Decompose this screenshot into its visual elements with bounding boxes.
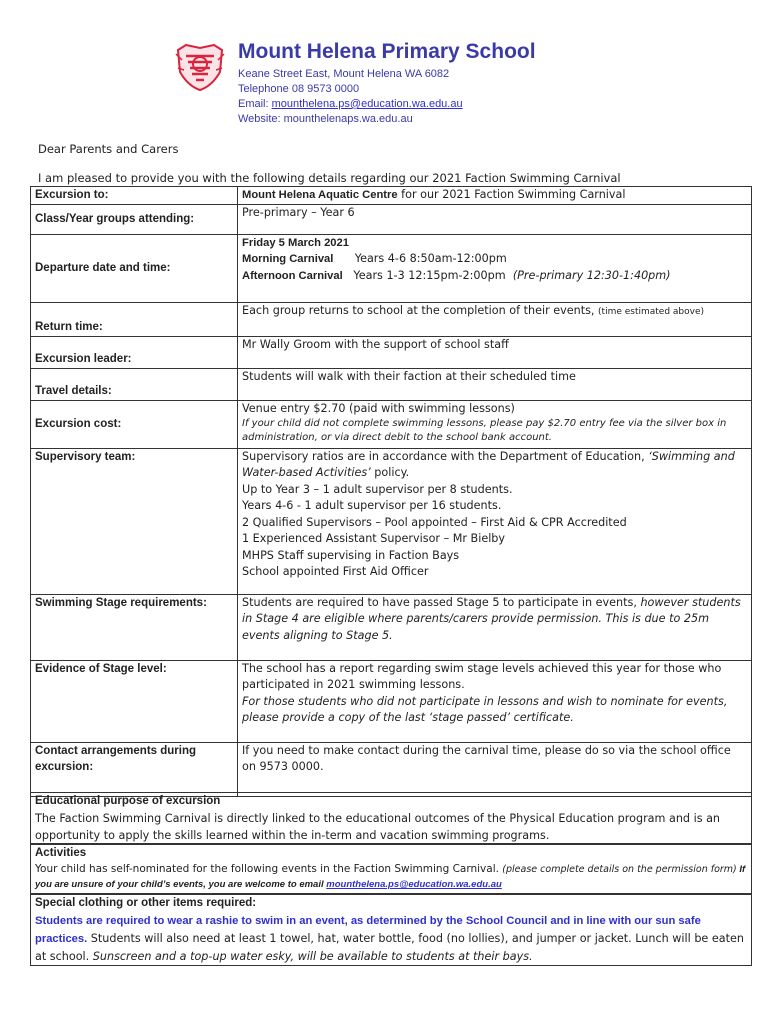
afternoon-note: (Pre-primary 12:30-1:40pm) (512, 268, 671, 282)
clothing-rashie-rule: Students are required to wear a rashie to swim in an event, as determined by the School Council and in line with our sun safe practices. (35, 915, 701, 945)
cost-value: Venue entry $2.70 (paid with swimming lessons) (242, 401, 515, 415)
value-stage-requirements (238, 594, 752, 660)
supervisory-item: Years 4-6 - 1 adult supervisor per 16 students. (242, 499, 502, 512)
supervisory-item: MHPS Staff supervising in Faction Bays (242, 548, 460, 562)
value-supervisory (238, 448, 752, 594)
value-excursion (238, 187, 752, 205)
clothing-text (35, 912, 747, 965)
row-travel (31, 368, 752, 400)
value-departure (238, 234, 752, 302)
intro-text: I am pleased to provide you with the following details regarding our 2021 Faction Swimming Carnival (38, 171, 621, 185)
stage-req-text: Students are required to have passed Stage 5 to participate in events, (242, 595, 641, 609)
activities-note: (please complete details on the permission form) (502, 864, 737, 875)
activities-title: Activities (35, 847, 87, 859)
supervisory-policy (242, 449, 747, 482)
email-label: Email: (238, 98, 272, 110)
value-class: Pre-primary – Year 6 (238, 204, 752, 234)
label-return: Return time: (31, 302, 238, 336)
school-telephone: Telephone 08 9573 0000 (238, 83, 360, 95)
row-departure (31, 234, 752, 302)
row-leader (31, 336, 752, 368)
row-class (31, 204, 752, 234)
row-evidence (31, 660, 752, 742)
venue-name: Mount Helena Aquatic Centre (242, 189, 398, 201)
row-contact (31, 742, 752, 796)
value-cost (238, 400, 752, 448)
school-email-line (238, 98, 463, 110)
clothing-title: Special clothing or other items required: (35, 897, 257, 909)
supervisory-item: 1 Experienced Assistant Supervisor – Mr Bielby (242, 532, 506, 545)
activities-body: Your child has self-nominated for the following events in the Faction Swimming Carnival. (35, 863, 503, 875)
clothing-body: Students will also need at least 1 towel, hat, water bottle, food (no lollies), and jumper or jacket. Lunch will be eaten at school. (35, 932, 744, 963)
row-excursion (31, 187, 752, 205)
cost-note: If your child did not complete swimming lessons, please pay $2.70 entry fee via the silver box in administration, or via direct debit to the school bank account. (242, 418, 727, 443)
policy-end: policy. (370, 466, 410, 479)
value-evidence (238, 660, 752, 742)
morning-value: Years 4-6 8:50am-12:00pm (354, 252, 507, 265)
row-cost (31, 400, 752, 448)
afternoon-value: Years 1-3 12:15pm-2:00pm (353, 268, 506, 282)
value-travel: Students will walk with their faction at their scheduled time (238, 368, 752, 400)
label-excursion: Excursion to: (31, 187, 238, 205)
activities-email-link[interactable]: mounthelena.ps@education.wa.edu.au (326, 879, 502, 890)
afternoon-label: Afternoon Carnival (242, 269, 343, 282)
label-travel: Travel details: (31, 368, 238, 400)
clothing-section (30, 894, 752, 966)
clothing-italic: Sunscreen and a top-up water esky, will be available to students at their bays. (92, 950, 533, 963)
activities-bold-note: If you are unsure of your child’s events, you are welcome to email (35, 864, 746, 890)
activities-text (35, 862, 747, 892)
row-supervisory (31, 448, 752, 594)
label-stage-requirements: Swimming Stage requirements: (31, 594, 238, 660)
educational-purpose-section (30, 792, 752, 844)
activities-section (30, 844, 752, 894)
stage-req-italic: however students in Stage 4 are eligible where parents/carers provide permission. This is due to 25m events aligning to Stage 5. (242, 595, 741, 642)
venue-rest: for our 2021 Faction Swimming Carnival (397, 188, 626, 201)
morning-label: Morning Carnival (242, 253, 334, 265)
label-class: Class/Year groups attending: (31, 204, 238, 234)
policy-text: Supervisory ratios are in accordance with the Department of Education, (242, 449, 649, 463)
value-leader: Mr Wally Groom with the support of school staff (238, 336, 752, 368)
school-email-link[interactable]: mounthelena.ps@education.wa.edu.au (271, 98, 463, 110)
excursion-details-table (30, 186, 752, 797)
school-address: Keane Street East, Mount Helena WA 6082 (238, 68, 450, 80)
label-departure: Departure date and time: (31, 234, 238, 302)
supervisory-item: 2 Qualified Supervisors – Pool appointed – First Aid & CPR Accredited (242, 515, 627, 529)
afternoon-line (242, 268, 747, 285)
salutation: Dear Parents and Carers (38, 142, 179, 156)
label-contact: Contact arrangements during excursion: (31, 742, 238, 796)
row-return (31, 302, 752, 336)
return-note: (time estimated above) (598, 306, 705, 317)
row-stage-requirements (31, 594, 752, 660)
educational-text: The Faction Swimming Carnival is directly linked to the educational outcomes of the Physical Education program and is an opportunity to apply the skills learned within the in-term and vacation swimming programs. (35, 812, 721, 842)
label-supervisory: Supervisory team: (31, 448, 238, 594)
supervisory-item: School appointed First Aid Officer (242, 565, 429, 578)
morning-line (242, 251, 747, 268)
departure-date: Friday 5 March 2021 (242, 236, 349, 249)
evidence-text: The school has a report regarding swim stage levels achieved this year for those who participated in 2021 swimming lessons. (242, 661, 722, 691)
value-contact: If you need to make contact during the carnival time, please do so via the school office on 9573 0000. (238, 742, 752, 796)
educational-title: Educational purpose of excursion (35, 795, 221, 807)
label-cost: Excursion cost: (31, 400, 238, 448)
return-value: Each group returns to school at the completion of their events, (242, 303, 599, 317)
evidence-italic: For those students who did not participate in lessons and wish to nominate for events, please provide a copy of the last ‘stage passed’ certificate. (242, 694, 728, 724)
value-return (238, 302, 752, 336)
school-website: Website: mounthelenaps.wa.edu.au (238, 113, 413, 125)
supervisory-item: Up to Year 3 – 1 adult supervisor per 8 students. (242, 482, 513, 496)
school-name: Mount Helena Primary School (238, 40, 536, 63)
label-evidence: Evidence of Stage level: (31, 660, 238, 742)
school-crest-logo (172, 42, 228, 92)
label-leader: Excursion leader: (31, 336, 238, 368)
policy-title: ‘Swimming and Water-based Activities’ (242, 449, 735, 479)
